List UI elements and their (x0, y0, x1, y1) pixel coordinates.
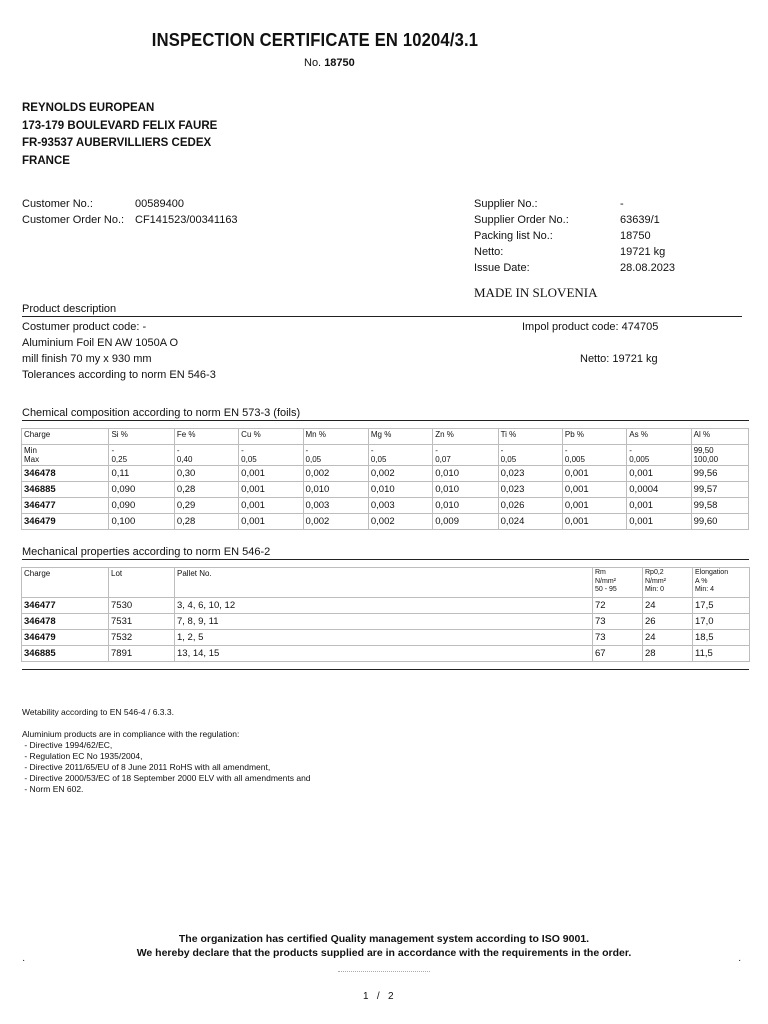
page-current: 1 (363, 991, 369, 1002)
limit-cell: - 0,005 (562, 445, 626, 466)
certificate-number-label: No. (304, 57, 322, 69)
column-header: Pallet No. (175, 568, 593, 598)
divider (22, 559, 749, 560)
chemical-table (21, 428, 749, 530)
limit-cell: - 0,07 (433, 445, 498, 466)
compliance-line: - Norm EN 602. (22, 784, 84, 794)
divider (22, 420, 749, 421)
elongation-header: Elongation A % Min: 4 (693, 568, 750, 598)
page-separator: / (376, 991, 380, 1002)
divider (22, 669, 749, 670)
column-header: Zn % (433, 429, 498, 445)
address-line: REYNOLDS EUROPEAN (22, 102, 155, 114)
customer-address (22, 100, 217, 170)
certificate-title: INSPECTION CERTIFICATE EN 10204/3.1 (151, 30, 479, 50)
compliance-line: - Directive 2011/65/EU of 8 June 2011 RoHS with all amendment, (22, 762, 271, 772)
chemical-heading: Chemical composition according to norm EN 573-3 (foils) (22, 407, 301, 419)
column-header: Charge (22, 429, 109, 445)
mechanical-table (21, 567, 750, 662)
signature-line (338, 971, 430, 973)
issue-date-label: Issue Date: (474, 262, 530, 274)
footer-line-1: The organization has certified Quality management system according to ISO 9001. (178, 933, 590, 945)
supplier-order-label: Supplier Order No.: (474, 214, 569, 226)
limit-cell: - 0,05 (303, 445, 368, 466)
table-row: 346477 7530 3, 4, 6, 10, 12 72 24 17,5 (22, 598, 750, 614)
certificate-number (304, 57, 355, 69)
table-row: 346885 7891 13, 14, 15 67 28 11,5 (22, 646, 750, 662)
table-row: 346479 0,100 0,28 0,001 0,002 0,002 0,009 0,024 0,001 0,001 99,60 (22, 514, 749, 530)
customer-order-value: CF141523/00341163 (135, 214, 238, 226)
divider (22, 316, 742, 317)
footer-line-2: We hereby declare that the products supplied are in accordance with the requirements in the order. (136, 947, 632, 959)
compliance-line: - Regulation EC No 1935/2004, (22, 751, 143, 761)
compliance-line: - Directive 1994/62/EC, (22, 740, 113, 750)
product-tolerances: Tolerances according to norm EN 546-3 (22, 369, 216, 381)
mechanical-header-row (22, 568, 750, 598)
impol-product-code: Impol product code: 474705 (522, 321, 659, 333)
address-line: FR-93537 AUBERVILLIERS CEDEX (22, 137, 212, 150)
customer-no-value: 00589400 (135, 198, 184, 210)
packing-list-value: 18750 (620, 230, 651, 242)
column-header: As % (627, 429, 691, 445)
mechanical-heading: Mechanical properties according to norm EN 546-2 (22, 546, 271, 558)
certificate-number-value: 18750 (324, 57, 355, 69)
packing-list-label: Packing list No.: (474, 230, 553, 242)
quality-statement (0, 932, 768, 960)
column-header: Pb % (562, 429, 626, 445)
column-header: Fe % (174, 429, 238, 445)
column-header: Si % (109, 429, 174, 445)
address-line: 173-179 BOULEVARD FELIX FAURE (22, 119, 218, 132)
column-header: Cu % (239, 429, 303, 445)
chemical-header-row (22, 429, 749, 445)
product-description-heading: Product description (22, 303, 117, 315)
column-header: Mn % (303, 429, 368, 445)
column-header: Mg % (368, 429, 432, 445)
netto-label: Netto: (474, 246, 504, 258)
wetability-note: Wetability according to EN 546-4 / 6.3.3. (22, 707, 174, 717)
limit-cell: 99,50 100,00 (691, 445, 748, 466)
limit-cell: - 0,05 (498, 445, 562, 466)
product-netto: Netto: 19721 kg (580, 353, 658, 365)
margin-mark: · (22, 955, 26, 966)
table-row: 346478 0,11 0,30 0,001 0,002 0,002 0,010 0,023 0,001 0,001 99,56 (22, 466, 749, 482)
limit-cell: - 0,40 (174, 445, 238, 466)
compliance-line: Aluminium products are in compliance with the regulation: (22, 729, 240, 739)
compliance-line: - Directive 2000/53/EC of 18 September 2000 ELV with all amendments and (22, 773, 311, 783)
compliance-notes (22, 729, 311, 795)
column-header: Al % (691, 429, 748, 445)
supplier-no-value: - (620, 198, 624, 210)
limit-cell: - 0,05 (368, 445, 432, 466)
netto-value: 19721 kg (620, 246, 666, 258)
chemical-limits-row (22, 445, 749, 466)
supplier-order-value: 63639/1 (620, 214, 660, 226)
product-alloy: Aluminium Foil EN AW 1050A O (22, 337, 179, 349)
column-header: Ti % (498, 429, 562, 445)
table-row: 346478 7531 7, 8, 9, 11 73 26 17,0 (22, 614, 750, 630)
column-header: Lot (109, 568, 175, 598)
issue-date-value: 28.08.2023 (620, 262, 676, 274)
page-total: 2 (388, 991, 394, 1002)
product-finish: mill finish 70 my x 930 mm (22, 353, 152, 365)
customer-no-label: Customer No.: (22, 198, 93, 210)
limit-cell: - 0,005 (627, 445, 691, 466)
limits-label: Min Max (22, 445, 109, 466)
address-line: FRANCE (22, 154, 70, 167)
margin-mark: · (738, 955, 742, 966)
limit-cell: - 0,25 (109, 445, 174, 466)
rm-header: Rm N/mm² 50 - 95 (593, 568, 643, 598)
supplier-no-label: Supplier No.: (474, 198, 538, 210)
table-row: 346479 7532 1, 2, 5 73 24 18,5 (22, 630, 750, 646)
rp-header: Rp0,2 N/mm² Min: 0 (643, 568, 693, 598)
table-row: 346477 0,090 0,29 0,001 0,003 0,003 0,010 0,026 0,001 0,001 99,58 (22, 498, 749, 514)
made-in-label: MADE IN SLOVENIA (474, 285, 598, 300)
limit-cell: - 0,05 (239, 445, 303, 466)
table-row: 346885 0,090 0,28 0,001 0,010 0,010 0,010 0,023 0,001 0,0004 99,57 (22, 482, 749, 498)
customer-order-label: Customer Order No.: (22, 214, 125, 226)
column-header: Charge (22, 568, 109, 598)
page-indicator (363, 991, 394, 1002)
costumer-product-code: Costumer product code: - (22, 321, 147, 333)
